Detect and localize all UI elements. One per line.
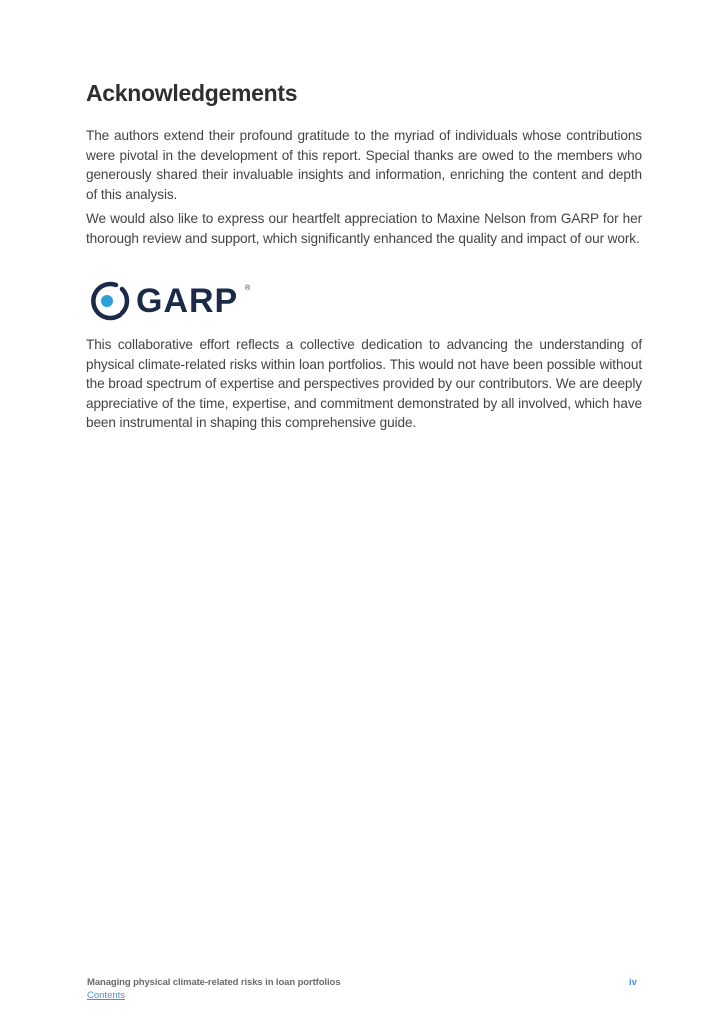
registered-mark: ® [245, 285, 251, 292]
paragraph-collaboration: This collaborative effort reflects a collective dedication to advancing the understanding of physical climate-related risks within loan portfolios. This would not have been possible without the broad spectrum of expertise and perspectives provided by our contributors. We are deeply appreciative of the time, expertise, and commitment demonstrated by all involved, which have been instrumental in shaping this comprehensive guide. [86, 337, 642, 430]
garp-logo [86, 279, 266, 323]
footer-document-title: Managing physical climate-related risks in loan portfolios [87, 977, 341, 988]
page-number: iv [629, 977, 637, 988]
page-title: Acknowledgements [86, 80, 298, 106]
paragraph-gratitude: The authors extend their profound gratitude to the myriad of individuals whose contributions were pivotal in the development of this report. Special thanks are owed to the members who generously shared their invaluable insights and information, enriching the content and depth of this analysis. [86, 128, 642, 202]
garp-logo-text: GARP [136, 282, 239, 320]
garp-logo-mark-icon [86, 279, 130, 323]
paragraph-appreciation: We would also like to express our heartfelt appreciation to Maxine Nelson from GARP for her thorough review and support, which significantly enhanced the quality and impact of our work. [86, 211, 642, 246]
contents-link[interactable]: Contents [87, 990, 126, 1001]
